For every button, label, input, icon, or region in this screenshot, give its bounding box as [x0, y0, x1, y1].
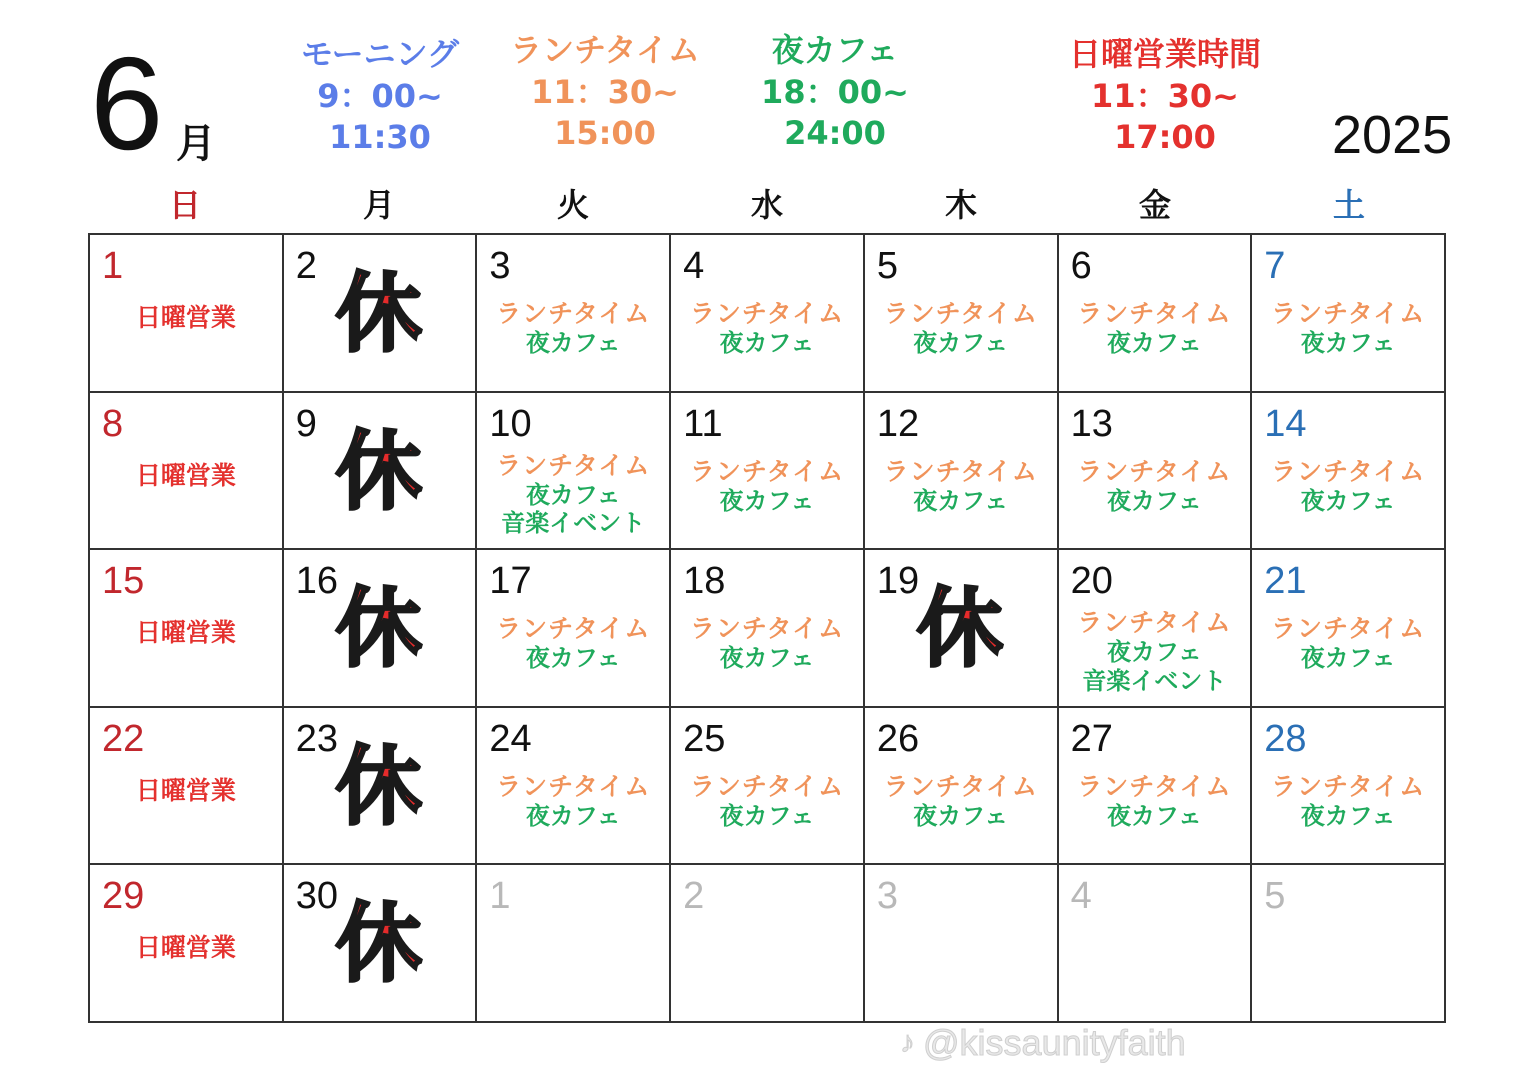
lunch-end: 15:00 [554, 114, 656, 153]
weekday-sun: 日 [168, 186, 201, 224]
day-events [1059, 772, 1251, 831]
closed-mark: 休 [335, 579, 422, 680]
day-number: 7 [1264, 245, 1286, 287]
lunch-time-label: ランチタイム [1077, 299, 1232, 328]
calendar-day-cell [1059, 865, 1253, 1023]
night-cafe-label: 夜カフェ [913, 486, 1009, 515]
day-events [90, 614, 282, 648]
calendar-day-cell [1252, 550, 1446, 708]
day-events [671, 299, 863, 358]
tiktok-icon: ♪ [900, 1026, 915, 1059]
calendar-day-cell [671, 865, 865, 1023]
day-number: 4 [1070, 875, 1092, 918]
night-cafe-end: 24:00 [784, 114, 886, 153]
day-number: 20 [1070, 560, 1113, 603]
day-number: 9 [295, 402, 317, 445]
closed-mark: 休 [335, 894, 422, 995]
calendar-day-cell [865, 393, 1059, 551]
calendar-day-cell [1059, 235, 1253, 393]
day-events [477, 772, 669, 831]
morning-hours [290, 34, 470, 159]
calendar-day-cell [90, 708, 284, 866]
day-events [477, 299, 669, 358]
night-cafe-label: 夜カフェ [913, 329, 1009, 357]
music-event-label: 音楽イベント [501, 509, 646, 538]
day-number: 27 [1070, 717, 1113, 760]
lunch-time-label: ランチタイム [1077, 771, 1232, 801]
calendar-day-cell [671, 393, 865, 551]
closed-mark: 休 [335, 421, 422, 522]
sunday-hours [1050, 34, 1280, 159]
lunch-time-label: ランチタイム [496, 299, 651, 328]
morning-end: 11:30 [329, 118, 431, 157]
calendar-day-cell [1059, 708, 1253, 866]
day-number: 6 [1070, 245, 1092, 287]
day-number: 12 [876, 402, 920, 445]
month-number: 6 [90, 30, 164, 177]
calendar-day-cell [477, 708, 671, 866]
sunday-hours-title: 日曜営業時間 [1068, 35, 1261, 73]
lunch-time-label: ランチタイム [1077, 608, 1232, 638]
lunch-time-label: ランチタイム [1271, 771, 1426, 801]
lunch-time-label: ランチタイム [689, 614, 845, 644]
day-events [90, 457, 282, 491]
night-cafe-label: 夜カフェ [719, 486, 815, 515]
day-number: 17 [489, 560, 532, 603]
day-events [1059, 457, 1251, 516]
day-number: 5 [1264, 875, 1286, 918]
night-cafe-label: 夜カフェ [1107, 486, 1202, 515]
day-number: 13 [1070, 402, 1113, 445]
day-events [477, 451, 669, 539]
weekday-wed: 水 [750, 186, 783, 224]
day-number: 1 [102, 245, 124, 287]
morning-start: 9：00~ [317, 76, 443, 115]
night-cafe-label: 夜カフェ [719, 644, 815, 673]
day-number: 1 [489, 875, 511, 918]
night-cafe-label: 夜カフェ [1107, 329, 1202, 357]
night-cafe-label: 夜カフェ [525, 480, 621, 509]
day-number: 3 [876, 875, 898, 918]
calendar-day-cell [1059, 550, 1253, 708]
day-events [671, 457, 863, 516]
lunch-title: ランチタイム [510, 31, 700, 69]
closed-mark: 休 [916, 579, 1003, 680]
calendar-day-cell [865, 865, 1059, 1023]
calendar-day-cell [1252, 235, 1446, 393]
day-events [1252, 772, 1444, 831]
calendar-day-cell [284, 708, 478, 866]
day-number: 2 [295, 245, 317, 287]
calendar-day-cell [477, 865, 671, 1023]
sunday-hours-start: 11：30~ [1091, 76, 1239, 115]
calendar-day-cell [865, 235, 1059, 393]
day-number: 2 [683, 875, 705, 918]
music-event-label: 音楽イベント [1082, 666, 1227, 695]
day-number: 4 [683, 245, 705, 287]
lunch-start: 11：30~ [531, 72, 679, 111]
calendar-day-cell [1059, 393, 1253, 551]
lunch-time-label: ランチタイム [496, 771, 651, 801]
lunch-time-label: ランチタイム [1271, 456, 1426, 486]
day-number: 23 [295, 717, 338, 760]
lunch-hours [495, 30, 715, 155]
lunch-time-label: ランチタイム [1077, 456, 1232, 486]
sunday-business-label: 日曜営業 [135, 775, 236, 805]
calendar-day-cell [477, 550, 671, 708]
night-cafe-label: 夜カフェ [1300, 801, 1396, 830]
year: 2025 [1332, 105, 1453, 165]
day-number: 5 [876, 245, 898, 287]
weekday-mon: 月 [362, 186, 395, 224]
night-cafe-label: 夜カフェ [719, 801, 815, 830]
night-cafe-start: 18：00~ [761, 72, 909, 111]
night-cafe-label: 夜カフェ [525, 329, 621, 357]
day-events [1252, 614, 1444, 673]
night-cafe-title: 夜カフェ [771, 31, 899, 69]
watermark [900, 1022, 1186, 1064]
weekday-tue: 火 [556, 186, 589, 224]
day-number: 24 [489, 717, 532, 760]
lunch-time-label: ランチタイム [689, 771, 845, 801]
calendar-day-cell [1252, 865, 1446, 1023]
sunday-hours-end: 17:00 [1114, 118, 1216, 157]
night-cafe-label: 夜カフェ [719, 329, 815, 357]
calendar-day-cell [671, 235, 865, 393]
day-number: 19 [876, 560, 920, 603]
calendar-day-cell [865, 550, 1059, 708]
weekday-fri: 金 [1138, 186, 1171, 224]
calendar-day-cell [284, 393, 478, 551]
day-number: 21 [1264, 560, 1307, 603]
weekday-header [88, 180, 1446, 226]
lunch-time-label: ランチタイム [883, 456, 1038, 486]
month-unit: 月 [176, 121, 216, 167]
sunday-business-label: 日曜営業 [135, 618, 236, 648]
calendar-day-cell [284, 865, 478, 1023]
sunday-business-label: 日曜営業 [135, 460, 236, 490]
day-number: 11 [683, 402, 723, 445]
day-events [90, 929, 282, 963]
calendar-day-cell [671, 708, 865, 866]
day-events [865, 772, 1057, 831]
day-events [1252, 299, 1444, 358]
night-cafe-label: 夜カフェ [525, 801, 621, 830]
day-number: 3 [489, 245, 511, 287]
closed-mark: 休 [335, 264, 422, 364]
day-number: 26 [876, 717, 920, 760]
calendar-grid [88, 233, 1446, 1023]
day-events [90, 299, 282, 333]
day-events [865, 299, 1057, 358]
day-number: 29 [102, 875, 145, 918]
day-number: 8 [102, 402, 124, 445]
lunch-time-label: ランチタイム [496, 450, 651, 480]
night-cafe-label: 夜カフェ [1107, 801, 1202, 830]
night-cafe-label: 夜カフェ [1300, 329, 1396, 357]
calendar-day-cell [671, 550, 865, 708]
night-cafe-label: 夜カフェ [525, 644, 621, 673]
lunch-time-label: ランチタイム [689, 299, 845, 328]
calendar-day-cell [284, 550, 478, 708]
day-number: 16 [295, 560, 338, 603]
day-number: 10 [489, 402, 532, 445]
calendar-day-cell [1252, 708, 1446, 866]
calendar-day-cell [90, 393, 284, 551]
lunch-time-label: ランチタイム [883, 299, 1038, 328]
sunday-business-label: 日曜営業 [135, 303, 236, 332]
day-number: 18 [683, 560, 726, 603]
calendar-day-cell [90, 550, 284, 708]
calendar-day-cell [865, 708, 1059, 866]
calendar-day-cell [477, 393, 671, 551]
night-cafe-label: 夜カフェ [913, 801, 1009, 830]
weekday-thu: 木 [944, 186, 977, 224]
night-cafe-hours [745, 30, 925, 155]
calendar-day-cell [477, 235, 671, 393]
calendar-day-cell [284, 235, 478, 393]
lunch-time-label: ランチタイム [883, 771, 1038, 801]
sunday-business-label: 日曜営業 [135, 933, 236, 963]
day-events [865, 457, 1057, 516]
day-number: 30 [295, 875, 338, 918]
calendar-day-cell [1252, 393, 1446, 551]
night-cafe-label: 夜カフェ [1107, 638, 1202, 667]
day-events [477, 614, 669, 673]
night-cafe-label: 夜カフェ [1300, 644, 1396, 673]
watermark-handle: @kissaunityfaith [923, 1022, 1186, 1063]
day-events [1059, 608, 1251, 696]
day-events [671, 772, 863, 831]
calendar-day-cell [90, 865, 284, 1023]
day-number: 28 [1264, 717, 1307, 760]
day-events [1252, 457, 1444, 516]
lunch-time-label: ランチタイム [1271, 614, 1426, 644]
day-number: 25 [683, 717, 726, 760]
weekday-sat: 土 [1332, 186, 1365, 224]
day-events [1059, 299, 1251, 358]
day-number: 15 [102, 560, 145, 603]
night-cafe-label: 夜カフェ [1300, 486, 1396, 515]
lunch-time-label: ランチタイム [1271, 299, 1426, 328]
day-number: 14 [1264, 402, 1307, 445]
closed-mark: 休 [335, 736, 422, 837]
morning-title: モーニング [300, 35, 460, 73]
day-events [90, 772, 282, 806]
lunch-time-label: ランチタイム [689, 456, 845, 486]
calendar-day-cell [90, 235, 284, 393]
day-number: 22 [102, 717, 145, 760]
day-events [671, 614, 863, 673]
lunch-time-label: ランチタイム [496, 614, 651, 644]
